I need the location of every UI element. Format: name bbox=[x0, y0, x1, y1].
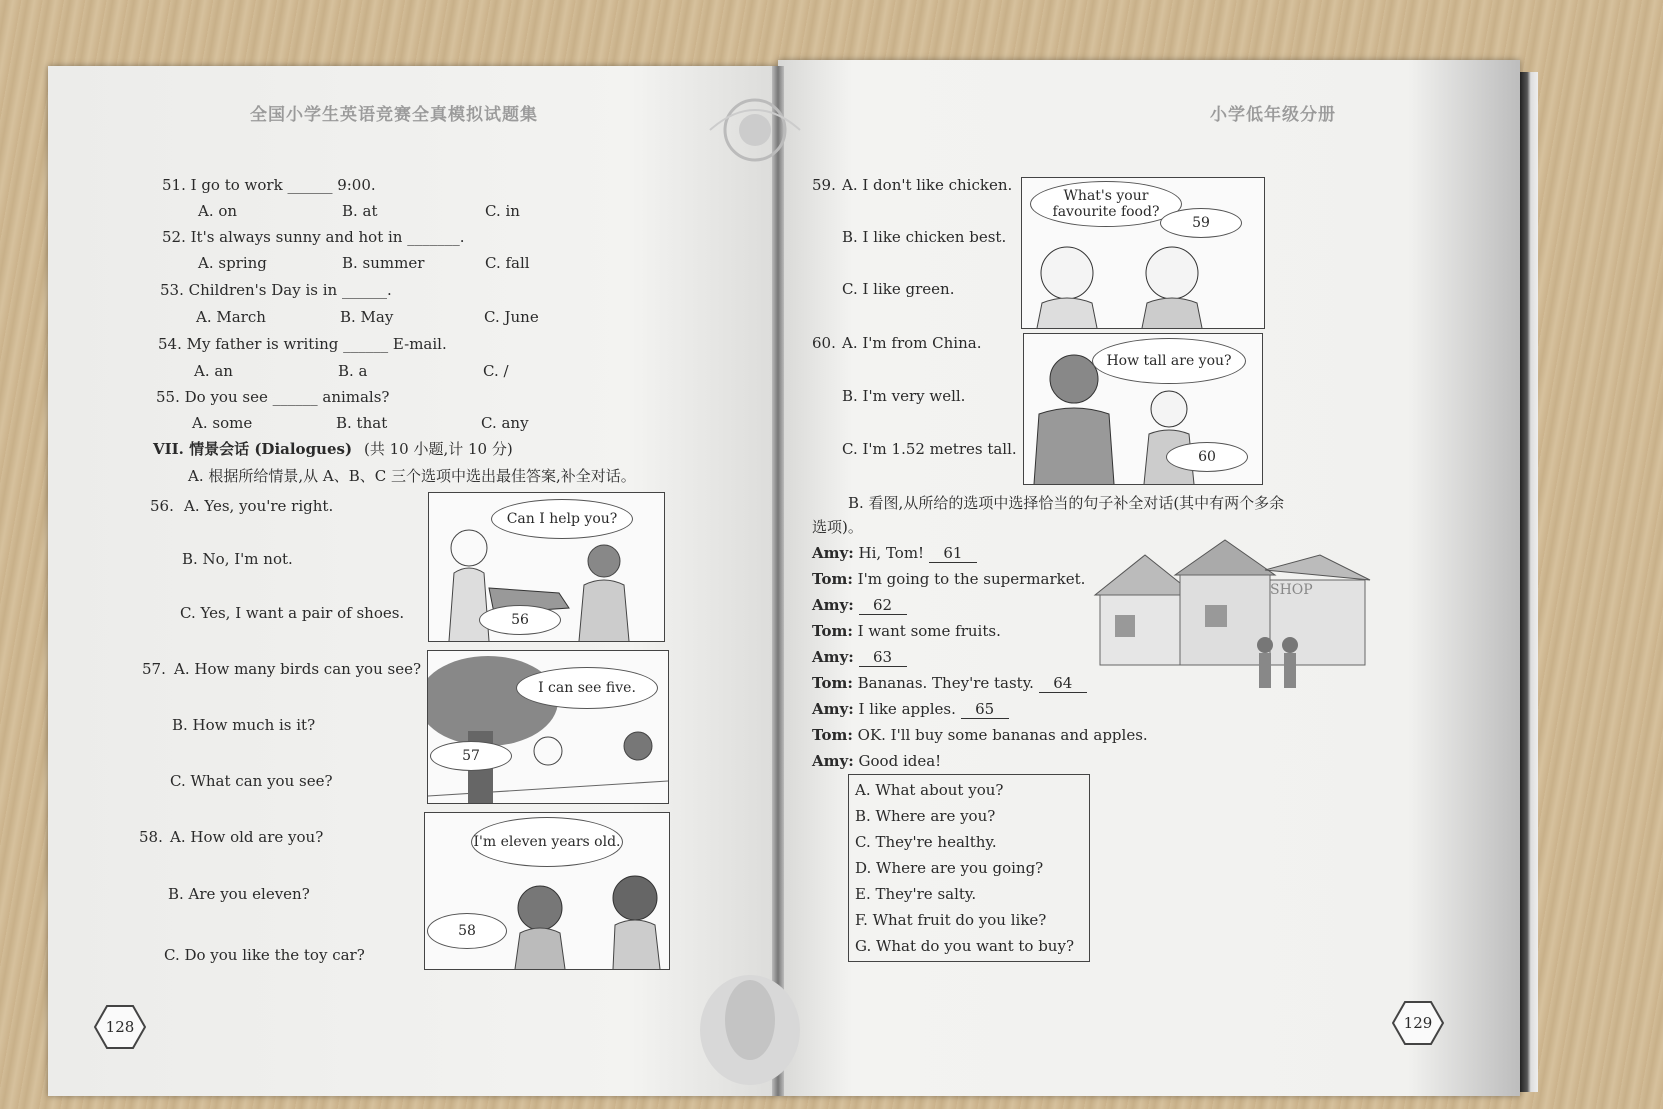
conversation-line bbox=[812, 752, 941, 770]
option-a: A. on bbox=[198, 202, 238, 220]
choice-f: F. What fruit do you like? bbox=[855, 911, 1047, 929]
answer-blank: 63 bbox=[859, 648, 907, 667]
instruction-b-line2: 选项)。 bbox=[812, 518, 863, 536]
conversation-line bbox=[812, 622, 1001, 640]
option-a: A. I'm from China. bbox=[842, 334, 982, 352]
bottom-floral-ornament-icon bbox=[690, 930, 810, 1090]
conversation-line bbox=[812, 674, 1087, 693]
answer-blank: 64 bbox=[1039, 674, 1087, 693]
option-a: A. spring bbox=[198, 254, 267, 272]
illustration-60 bbox=[1023, 333, 1263, 485]
illustration-58 bbox=[424, 812, 670, 970]
answer-bubble: 59 bbox=[1160, 208, 1242, 238]
conversation-line bbox=[812, 700, 1009, 719]
conversation-line bbox=[812, 544, 977, 563]
question-stem: 53. Children's Day is in ______. bbox=[160, 281, 392, 299]
line-text: Bananas. They're tasty. bbox=[857, 674, 1034, 692]
option-b: B. summer bbox=[342, 254, 425, 272]
speaker: Amy: bbox=[812, 544, 854, 562]
speaker: Amy: bbox=[812, 596, 854, 614]
question-number: 56. bbox=[150, 497, 174, 515]
option-b: B. I'm very well. bbox=[842, 387, 966, 405]
question-stem: 55. Do you see ______ animals? bbox=[156, 388, 390, 406]
instruction-a: A. 根据所给情景,从 A、B、C 三个选项中选出最佳答案,补全对话。 bbox=[188, 467, 636, 485]
choice-d: D. Where are you going? bbox=[855, 859, 1044, 877]
answer-bubble: 60 bbox=[1166, 442, 1248, 472]
question-number: 59. bbox=[812, 176, 836, 194]
speaker: Amy: bbox=[812, 648, 854, 666]
section-title: VII. 情景会话 (Dialogues) bbox=[153, 440, 353, 458]
option-c: C. I'm 1.52 metres tall. bbox=[842, 440, 1017, 458]
shop-building-icon bbox=[1085, 535, 1385, 695]
question-number: 57. bbox=[142, 660, 166, 678]
choice-b: B. Where are you? bbox=[855, 807, 996, 825]
instruction-b-line1: B. 看图,从所给的选项中选择恰当的句子补全对话(其中有两个多余 bbox=[848, 494, 1285, 512]
answer-bubble: 56 bbox=[479, 605, 561, 635]
option-c: C. Do you like the toy car? bbox=[164, 946, 365, 964]
option-b: B. How much is it? bbox=[172, 716, 316, 734]
option-c: C. in bbox=[485, 202, 520, 220]
question-stem: 51. I go to work ______ 9:00. bbox=[162, 176, 376, 194]
option-a: A. How many birds can you see? bbox=[174, 660, 421, 678]
option-b: B. Are you eleven? bbox=[168, 885, 310, 903]
left-header-title: 全国小学生英语竞赛全真模拟试题集 bbox=[250, 105, 538, 125]
option-c: C. What can you see? bbox=[170, 772, 333, 790]
option-c: C. Yes, I want a pair of shoes. bbox=[180, 604, 405, 622]
page-number-right: 129 bbox=[1403, 1014, 1433, 1032]
option-a: A. some bbox=[192, 414, 253, 432]
answer-blank: 65 bbox=[961, 700, 1009, 719]
option-b: B. that bbox=[336, 414, 388, 432]
conversation-line bbox=[812, 596, 907, 615]
question-number: 60. bbox=[812, 334, 836, 352]
choice-a: A. What about you? bbox=[855, 781, 1004, 799]
option-c: C. June bbox=[484, 308, 539, 326]
option-b: B. I like chicken best. bbox=[842, 228, 1007, 246]
line-text: I like apples. bbox=[858, 700, 956, 718]
option-a: A. an bbox=[194, 362, 233, 380]
floral-ornament-icon bbox=[700, 80, 810, 190]
speaker: Tom: bbox=[812, 726, 853, 744]
speaker: Tom: bbox=[812, 570, 853, 588]
option-b: B. May bbox=[340, 308, 394, 326]
speaker: Amy: bbox=[812, 752, 854, 770]
option-c: C. / bbox=[483, 362, 509, 380]
speaker: Tom: bbox=[812, 622, 853, 640]
illustration-59 bbox=[1021, 177, 1265, 329]
speech-bubble: I'm eleven years old. bbox=[471, 817, 623, 867]
page-number-left: 128 bbox=[105, 1018, 135, 1036]
choice-c: C. They're healthy. bbox=[855, 833, 997, 851]
illustration-56 bbox=[428, 492, 665, 642]
speech-bubble: What's your favourite food? bbox=[1030, 181, 1182, 227]
section-note: (共 10 小题,计 10 分) bbox=[364, 440, 513, 458]
option-b: B. a bbox=[338, 362, 368, 380]
line-text: I want some fruits. bbox=[857, 622, 1001, 640]
option-b: B. No, I'm not. bbox=[182, 550, 293, 568]
option-c: C. I like green. bbox=[842, 280, 955, 298]
answer-bubble: 58 bbox=[427, 913, 507, 949]
option-a: A. March bbox=[196, 308, 266, 326]
question-number: 58. bbox=[139, 828, 163, 846]
answer-bubble: 57 bbox=[430, 741, 512, 771]
question-stem: 52. It's always sunny and hot in _______. bbox=[162, 228, 465, 246]
option-a: A. I don't like chicken. bbox=[842, 176, 1013, 194]
line-text: I'm going to the supermarket. bbox=[857, 570, 1086, 588]
speaker: Tom: bbox=[812, 674, 853, 692]
illustration-57 bbox=[427, 650, 669, 804]
choice-g: G. What do you want to buy? bbox=[855, 937, 1074, 955]
line-text: OK. I'll buy some bananas and apples. bbox=[857, 726, 1148, 744]
answer-blank: 62 bbox=[859, 596, 907, 615]
choice-e: E. They're salty. bbox=[855, 885, 977, 903]
conversation-line bbox=[812, 570, 1085, 588]
line-text: Good idea! bbox=[858, 752, 942, 770]
speech-bubble: How tall are you? bbox=[1092, 338, 1246, 384]
question-stem: 54. My father is writing ______ E-mail. bbox=[158, 335, 447, 353]
choices-box bbox=[848, 774, 1090, 962]
shop-illustration bbox=[1085, 535, 1385, 695]
line-text: Hi, Tom! bbox=[858, 544, 925, 562]
option-a: A. Yes, you're right. bbox=[184, 497, 334, 515]
option-b: B. at bbox=[342, 202, 378, 220]
conversation-line bbox=[812, 726, 1148, 744]
option-c: C. any bbox=[481, 414, 529, 432]
right-header-title: 小学低年级分册 bbox=[1210, 105, 1336, 125]
answer-blank: 61 bbox=[929, 544, 977, 563]
conversation-line bbox=[812, 648, 907, 667]
option-a: A. How old are you? bbox=[170, 828, 324, 846]
shop-sign: SHOP bbox=[1270, 582, 1313, 598]
page-stack-edge bbox=[1520, 72, 1538, 1092]
speech-bubble: Can I help you? bbox=[491, 499, 633, 539]
speech-bubble: I can see five. bbox=[516, 667, 658, 709]
speaker: Amy: bbox=[812, 700, 854, 718]
option-c: C. fall bbox=[485, 254, 530, 272]
